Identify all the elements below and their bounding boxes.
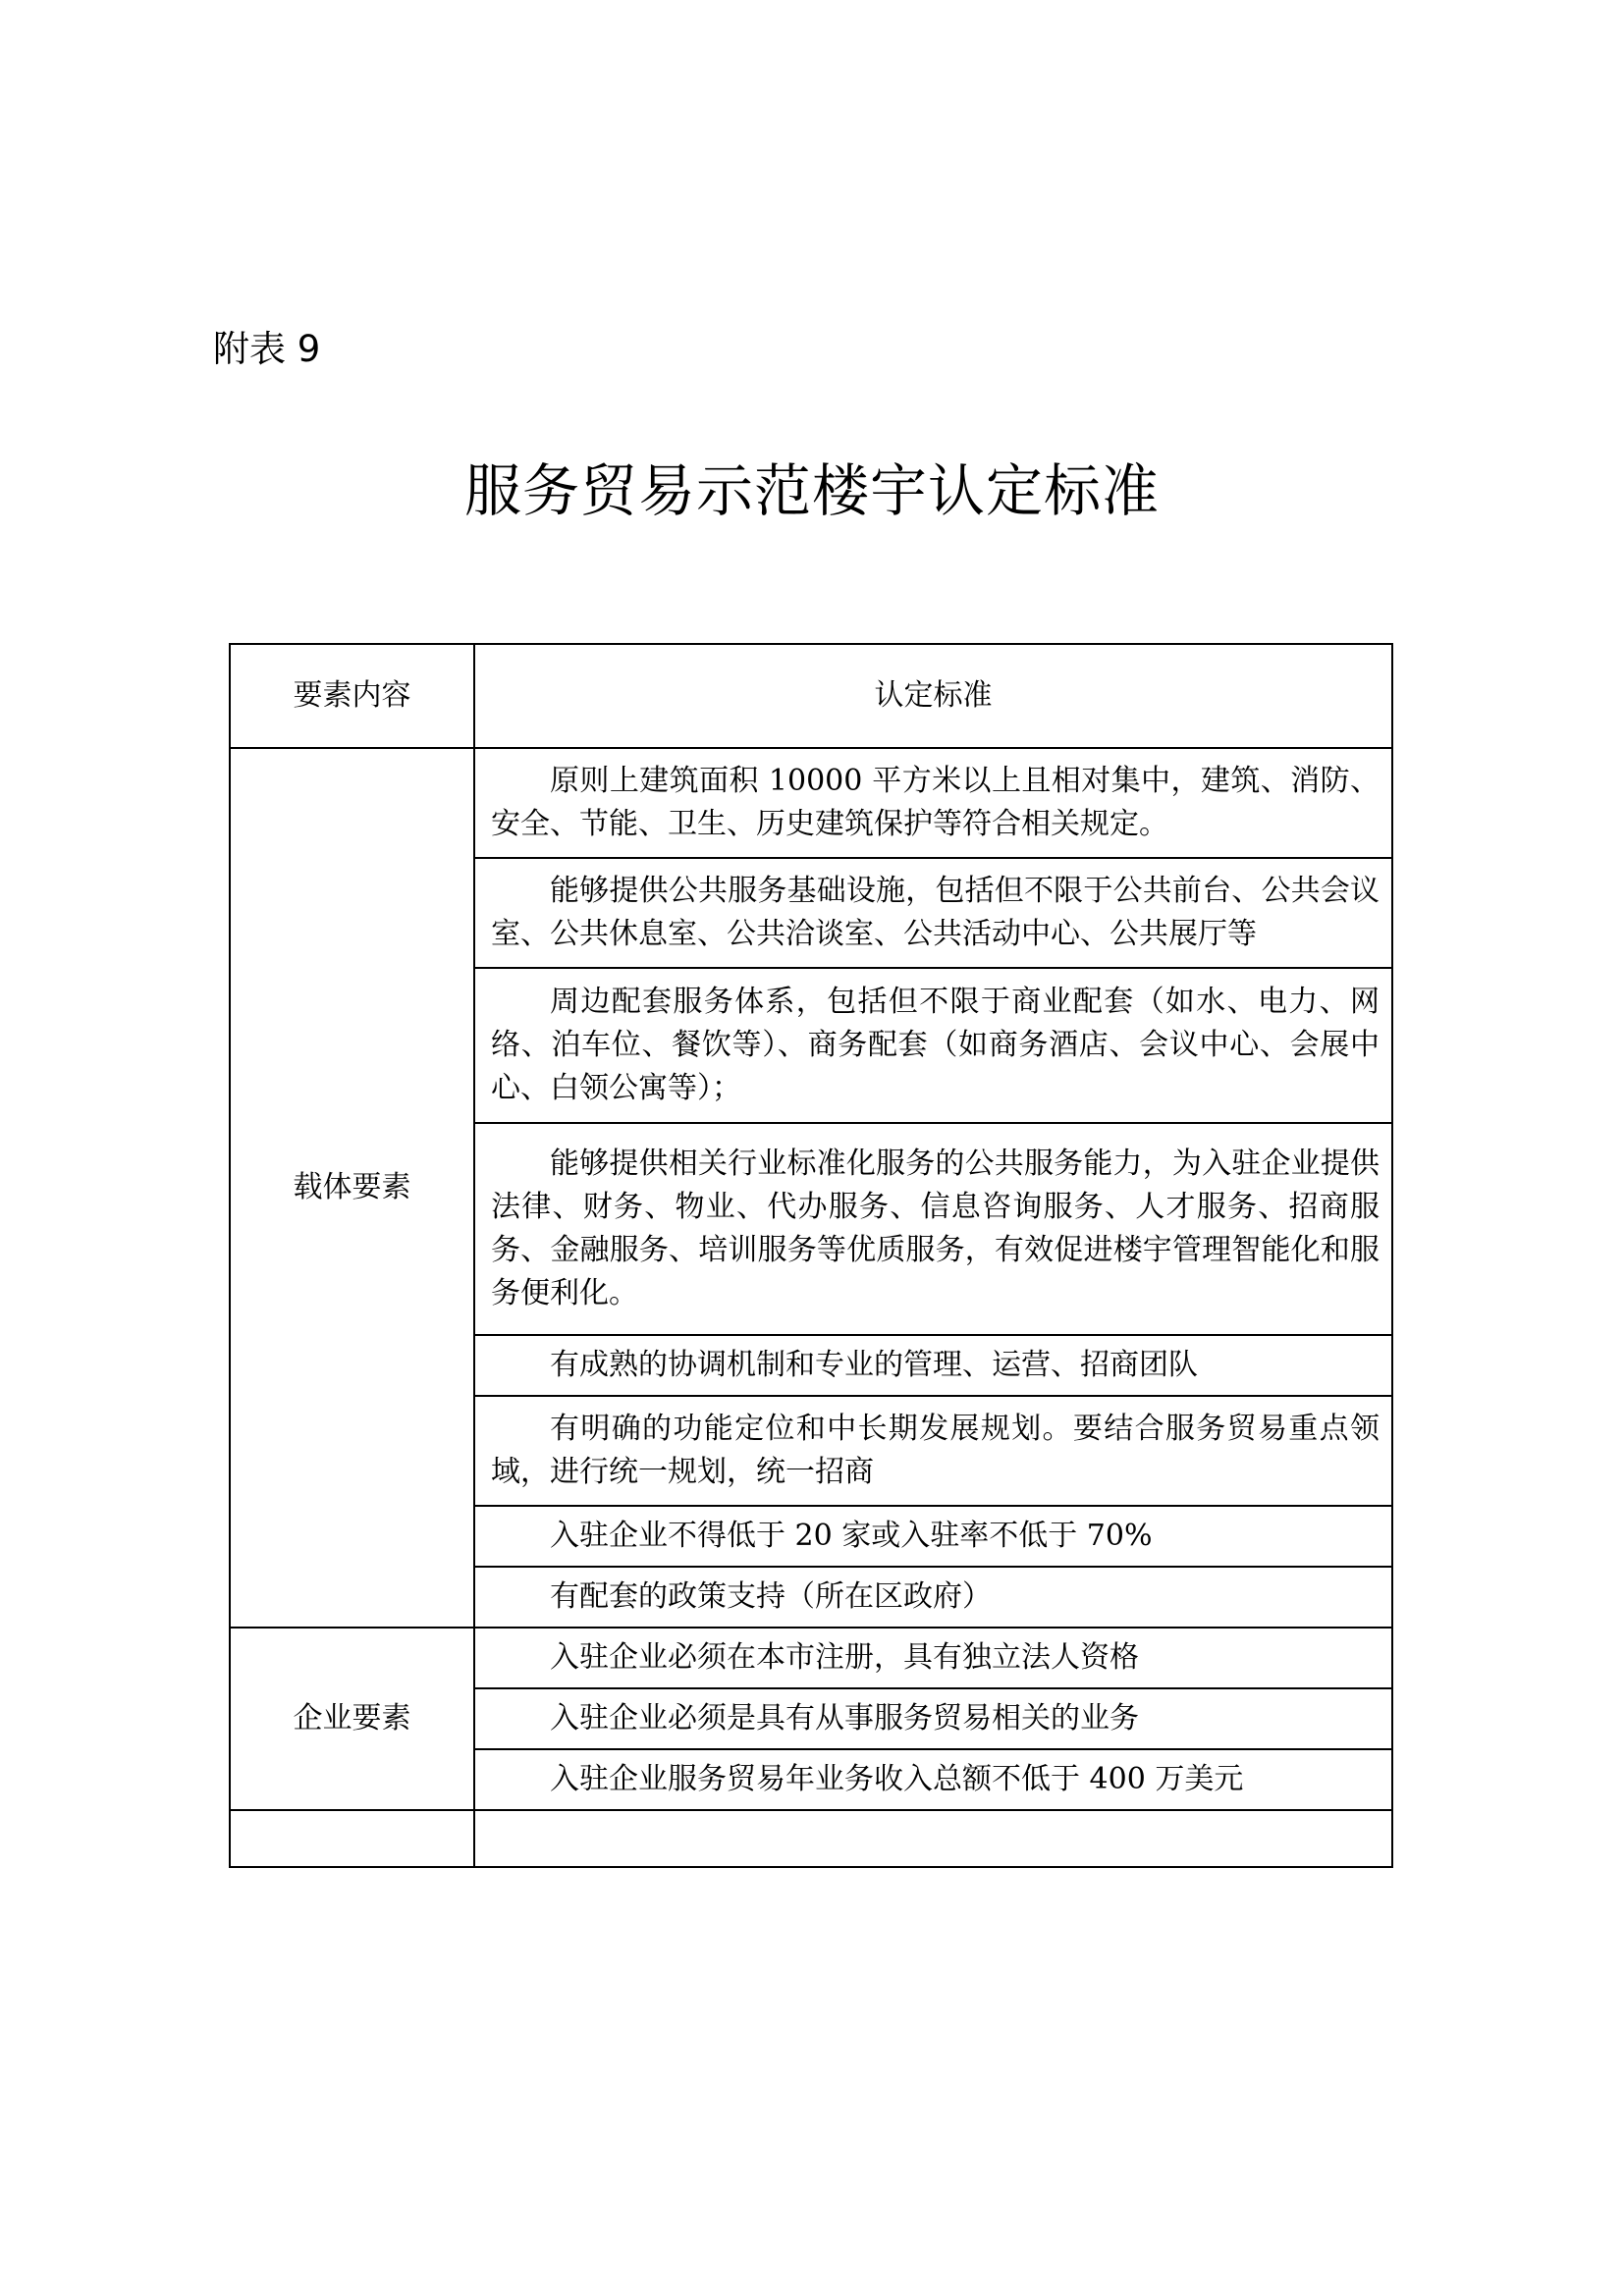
standard-cell: 有配套的政策支持（所在区政府） xyxy=(474,1567,1392,1628)
standard-cell: 周边配套服务体系，包括但不限于商业配套（如水、电力、网络、泊车位、餐饮等）、商务配套（如商务酒店、会议中心、会展中心、白领公寓等）； xyxy=(474,968,1392,1123)
empty-row xyxy=(230,1810,1392,1867)
header-standard: 认定标准 xyxy=(474,644,1392,748)
appendix-label: 附表 9 xyxy=(213,328,321,370)
standards-table xyxy=(229,643,1393,1868)
standard-cell: 能够提供相关行业标准化服务的公共服务能力，为入驻企业提供法律、财务、物业、代办服务、信息咨询服务、人才服务、招商服务、金融服务、培训服务等优质服务，有效促进楼宇管理智能化和服务便利化。 xyxy=(474,1123,1392,1335)
standard-cell: 入驻企业不得低于 20 家或入驻率不低于 70% xyxy=(474,1506,1392,1567)
standard-cell: 入驻企业服务贸易年业务收入总额不低于 400 万美元 xyxy=(474,1749,1392,1810)
header-element-content: 要素内容 xyxy=(230,644,474,748)
table-row xyxy=(230,748,1392,858)
empty-cell xyxy=(474,1810,1392,1867)
group-enterprise-elements: 企业要素 xyxy=(230,1628,474,1810)
group-carrier-elements: 载体要素 xyxy=(230,748,474,1628)
empty-cell xyxy=(230,1810,474,1867)
standard-cell: 有成熟的协调机制和专业的管理、运营、招商团队 xyxy=(474,1335,1392,1396)
table-row xyxy=(230,1628,1392,1688)
standard-cell: 有明确的功能定位和中长期发展规划。要结合服务贸易重点领域，进行统一规划，统一招商 xyxy=(474,1396,1392,1506)
document-title: 服务贸易示范楼宇认定标准 xyxy=(463,457,1160,524)
standard-cell: 入驻企业必须在本市注册，具有独立法人资格 xyxy=(474,1628,1392,1688)
table-header-row xyxy=(230,644,1392,748)
standard-cell: 原则上建筑面积 10000 平方米以上且相对集中，建筑、消防、安全、节能、卫生、历史建筑保护等符合相关规定。 xyxy=(474,748,1392,858)
standard-cell: 入驻企业必须是具有从事服务贸易相关的业务 xyxy=(474,1688,1392,1749)
standard-cell: 能够提供公共服务基础设施，包括但不限于公共前台、公共会议室、公共休息室、公共洽谈室、公共活动中心、公共展厅等 xyxy=(474,858,1392,968)
